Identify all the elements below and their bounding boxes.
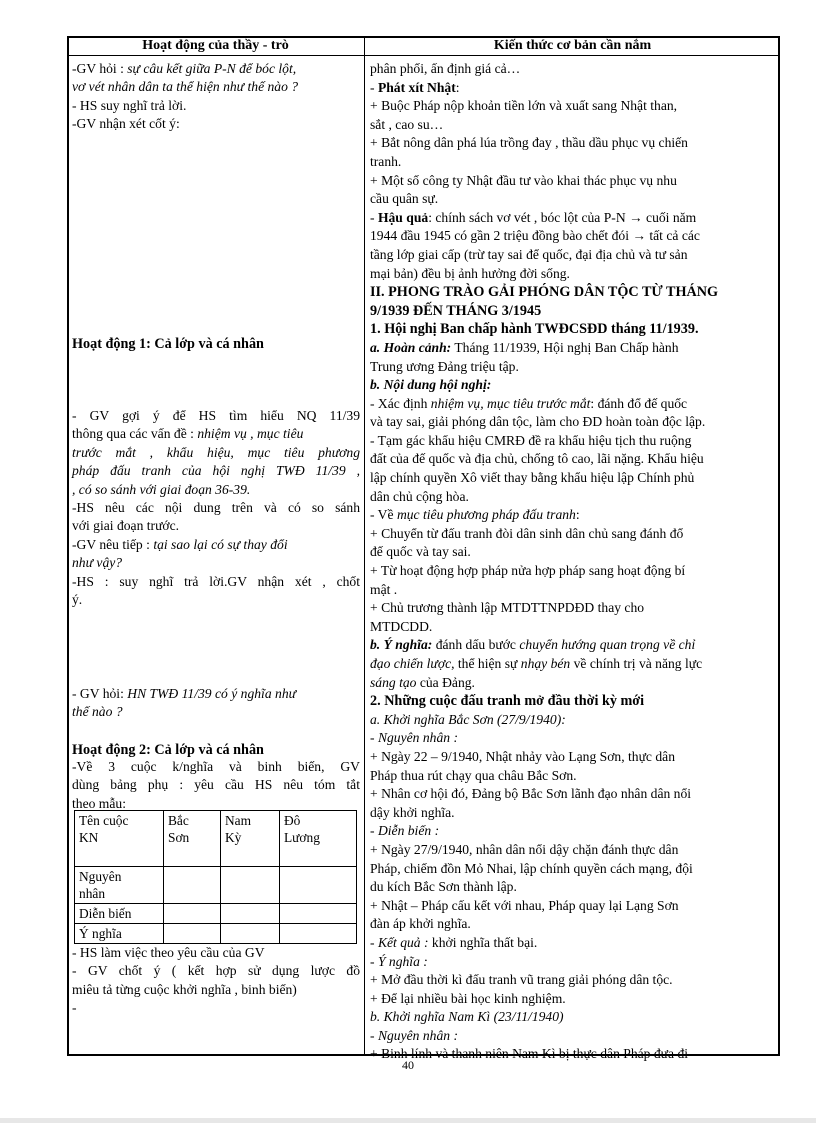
text: Bắc bbox=[168, 813, 189, 828]
text: - Xác định bbox=[370, 395, 431, 411]
section-2-title: II. PHONG TRÀO GẢI PHÓNG DÂN TỘC TỪ THÁNG bbox=[370, 284, 719, 301]
text: với giai đoạn trước. bbox=[72, 518, 180, 534]
page-bottom-edge bbox=[0, 1118, 816, 1123]
text: Diễn biến : bbox=[377, 823, 440, 839]
text: đế quốc và tay sai. bbox=[370, 544, 471, 560]
text: đạo chiến lược bbox=[370, 656, 452, 671]
text: b. Khởi nghĩa Nam Kì (23/11/1940) bbox=[370, 1009, 564, 1025]
header-teacher-student: Hoạt động của thầy - trò bbox=[142, 38, 289, 53]
text: Sơn bbox=[168, 830, 190, 845]
text: Nguyên nhân : bbox=[377, 1027, 458, 1043]
text: - bbox=[72, 1000, 77, 1016]
text: HN TWĐ 11/39 có ý nghĩa như bbox=[127, 686, 297, 701]
text: Hậu quả bbox=[377, 209, 429, 225]
text: - Tạm gác khẩu hiệu CMRĐ đề ra khẩu hiệu tịch thu ruộng bbox=[370, 432, 692, 448]
text: + Từ hoạt động hợp pháp nửa hợp pháp sang hoạt động bí bbox=[370, 563, 686, 579]
table-cell bbox=[164, 867, 221, 904]
page-number: 40 bbox=[402, 1058, 414, 1072]
text: -HS : suy nghĩ trả lời.GV nhận xét , chốt bbox=[72, 573, 360, 589]
text: 1944 đầu 1945 có gần 2 triệu đồng bào chết đói → tất cả các bbox=[370, 228, 700, 244]
text: nhiệm vụ, mục tiêu trước mắt bbox=[430, 395, 591, 411]
text: cầu quân sự. bbox=[370, 191, 439, 207]
text: sáng tạo bbox=[370, 674, 417, 690]
text: pháp đấu tranh của hội nghị TWĐ 11/39 , bbox=[72, 463, 360, 479]
table-cell bbox=[75, 867, 164, 904]
text: Đô bbox=[284, 813, 301, 828]
subsection-1-title: 1. Hội nghị Ban chấp hành TWĐCSĐD tháng 11/1939. bbox=[370, 321, 699, 338]
text: Trung ương Đảng triệu tập. bbox=[370, 358, 519, 374]
text: nhạy bén bbox=[520, 656, 571, 671]
table-cell bbox=[221, 811, 280, 867]
text: : chính sách vơ vét , bóc lột của P-N → cuối năm bbox=[428, 209, 697, 225]
activity-2-followup bbox=[72, 944, 360, 1018]
text: Nguyên bbox=[79, 869, 122, 884]
text: miêu tả từng cuộc khởi nghĩa , binh biến) bbox=[72, 981, 297, 997]
text: : bbox=[575, 507, 580, 523]
activity-2-intro bbox=[72, 758, 360, 813]
text: Nguyên nhân : bbox=[377, 730, 458, 746]
text: - bbox=[370, 953, 378, 969]
text: Tháng 11/1939, Hội nghị Ban Chấp hành bbox=[451, 339, 679, 355]
text: Kết quả : bbox=[377, 934, 429, 950]
text: + Nhân cơ hội đó, Đảng bộ Bắc Sơn lãnh đạo nhân dân nổi bbox=[370, 786, 692, 802]
table-cell bbox=[280, 924, 357, 944]
text: b. Nội dung hội nghị: bbox=[370, 377, 492, 393]
text: - bbox=[370, 79, 378, 95]
text: đất của đế quốc và địa chủ, chống tô cao, lãi nặng. Khẩu hiệu bbox=[370, 451, 704, 467]
text: - bbox=[370, 823, 378, 839]
text: về chính trị và năng lực bbox=[570, 656, 703, 671]
text: theo mẫu: bbox=[72, 795, 126, 811]
text: thông qua các vấn đề : bbox=[72, 426, 198, 442]
text: ý. bbox=[72, 592, 83, 608]
text: của Đảng. bbox=[416, 674, 475, 690]
uprising-comparison-table bbox=[74, 810, 357, 944]
text: MTDCDD. bbox=[370, 618, 433, 634]
text: + Ngày 27/9/1940, nhân dân nổi dậy chặn đánh thực dân bbox=[370, 841, 679, 857]
text: Tên cuộc bbox=[79, 813, 129, 828]
text: + Ngày 22 – 9/1940, Nhật nhảy vào Lạng Sơn, thực dân bbox=[370, 748, 675, 764]
text: -GV nêu tiếp : bbox=[72, 536, 154, 552]
activity-2-title: Hoạt động 2: Cả lớp và cá nhân bbox=[72, 742, 264, 758]
text: tranh. bbox=[370, 153, 402, 169]
table-cell bbox=[221, 867, 280, 904]
table-row bbox=[75, 811, 357, 867]
text: Pháp thua rút chạy qua châu Bắc Sơn. bbox=[370, 767, 577, 783]
text: - HS làm việc theo yêu cầu của GV bbox=[72, 945, 265, 960]
text: - GV hỏi: bbox=[72, 686, 128, 701]
text: + Mở đầu thời kì đấu tranh vũ trang giải phóng dân tộc. bbox=[370, 972, 673, 988]
column-divider bbox=[364, 36, 365, 1056]
text: mục tiêu phương pháp đấu tranh bbox=[396, 507, 576, 523]
text: sắt , cao su… bbox=[370, 116, 444, 132]
table-cell bbox=[164, 811, 221, 867]
text: khởi nghĩa thất bại. bbox=[428, 934, 538, 950]
text: a. Hoàn cảnh: bbox=[370, 339, 452, 355]
text: + Nhật – Pháp cấu kết với nhau, Pháp quay lại Lạng Sơn bbox=[370, 897, 679, 913]
table-row bbox=[75, 904, 357, 924]
text: + Để lại nhiều bài học kinh nghiệm. bbox=[370, 990, 566, 1006]
table-cell bbox=[164, 924, 221, 944]
text: mật . bbox=[370, 581, 398, 597]
text: : bbox=[455, 79, 460, 95]
text: dùng bảng phụ : yêu cầu HS nêu tóm tắt bbox=[72, 777, 360, 793]
text: mại bản) đều bị ảnh hưởng đời sống. bbox=[370, 265, 570, 281]
text: Ý nghĩa : bbox=[377, 953, 428, 969]
activity-1-question bbox=[72, 685, 360, 722]
text: - bbox=[370, 730, 378, 746]
table-cell bbox=[280, 867, 357, 904]
activity-1-body bbox=[72, 407, 360, 609]
text: tầng lớp giai cấp (trừ tay sai để quốc, đại địa chủ và tư sản bbox=[370, 246, 688, 262]
section-2-title: 9/1939 ĐẾN THÁNG 3/1945 bbox=[370, 302, 542, 319]
table-cell bbox=[221, 924, 280, 944]
text: , có so sánh với giai đoạn 36-39. bbox=[72, 481, 251, 497]
table-row bbox=[75, 924, 357, 944]
text: + Một số công ty Nhật đầu tư vào khai thác phục vụ nhu bbox=[370, 172, 677, 188]
text: chuyển hướng quan trọng về chỉ bbox=[519, 637, 696, 653]
text: tại sao lại có sự thay đổi bbox=[153, 536, 288, 552]
text: Kỳ bbox=[225, 830, 242, 845]
text: a. Khởi nghĩa Bắc Sơn (27/9/1940): bbox=[370, 711, 566, 727]
text: dậy khởi nghĩa. bbox=[370, 804, 455, 820]
text: nhiệm vụ , mục tiêu bbox=[197, 426, 304, 442]
table-cell bbox=[75, 924, 164, 944]
text: - bbox=[370, 209, 378, 225]
text: dân chủ cộng hòa. bbox=[370, 488, 469, 504]
text: -Về 3 cuộc k/nghĩa và binh biến, GV bbox=[72, 759, 360, 774]
header-rule bbox=[67, 55, 780, 56]
text: Diễn biến bbox=[79, 906, 132, 921]
activity-1-title: Hoạt động 1: Cả lớp và cá nhân bbox=[72, 336, 264, 352]
text: KN bbox=[79, 830, 99, 845]
text: phân phối, ấn định giá cả… bbox=[370, 61, 521, 76]
text: sự câu kết giữa P-N để bóc lột, bbox=[127, 61, 297, 76]
text: đàn áp khởi nghĩa. bbox=[370, 916, 471, 932]
text: -GV nhận xét cốt ý: bbox=[72, 116, 180, 132]
text: + Buộc Pháp nộp khoản tiền lớn và xuất sang Nhật than, bbox=[370, 98, 678, 114]
text: + Chủ trương thành lập MTDTTNPDĐD thay cho bbox=[370, 600, 645, 616]
right-knowledge-column bbox=[370, 60, 776, 1064]
text: du kích Bắc Sơn thành lập. bbox=[370, 879, 517, 895]
text: + Chuyển từ đấu tranh đòi dân sinh dân chủ sang đánh đổ bbox=[370, 525, 684, 541]
text: như vậy? bbox=[72, 555, 123, 571]
text: , thể hiện sự bbox=[451, 656, 521, 671]
table-row bbox=[75, 867, 357, 904]
text: b. Ý nghĩa: bbox=[370, 637, 433, 653]
text: + Bắt nông dân phá lúa trồng đay , thầu dầu phục vụ chiến bbox=[370, 135, 688, 151]
text: -HS nêu các nội dung trên và có so sánh bbox=[72, 500, 360, 516]
text: - GV gợi ý để HS tìm hiểu NQ 11/39 bbox=[72, 408, 360, 423]
text: Pháp, chiếm đồn Mỏ Nhai, lập chính quyền cách mạng, đội bbox=[370, 860, 693, 876]
text: Ý nghĩa bbox=[79, 926, 122, 941]
text: - Về bbox=[370, 507, 397, 523]
header-knowledge: Kiến thức cơ bản cần nắm bbox=[493, 38, 652, 53]
text: thế nào ? bbox=[72, 704, 123, 720]
left-intro bbox=[72, 60, 360, 134]
text: trước mắt , khẩu hiệu, mục tiêu phương bbox=[72, 444, 360, 460]
table-cell bbox=[221, 904, 280, 924]
text: Lương bbox=[284, 830, 320, 845]
text: - HS suy nghĩ trả lời. bbox=[72, 97, 187, 113]
subsection-2-title: 2. Những cuộc đấu tranh mở đầu thời kỳ mới bbox=[370, 693, 645, 710]
text: vơ vét nhân dân ta thể hiện như thế nào ? bbox=[72, 79, 299, 95]
table-cell bbox=[164, 904, 221, 924]
text: + Binh lính và thanh niên Nam Kì bị thực dân Pháp đưa đi bbox=[370, 1046, 689, 1062]
text: -GV hỏi : bbox=[72, 61, 128, 76]
text: Phát xít Nhật bbox=[377, 79, 456, 95]
text: - bbox=[370, 1027, 378, 1043]
table-cell bbox=[75, 904, 164, 924]
text: nhân bbox=[79, 886, 106, 901]
text: đánh dấu bước bbox=[432, 637, 520, 653]
table-cell bbox=[280, 811, 357, 867]
text: và tay sai, giải phóng dân tộc, làm cho ĐD hoàn toàn độc lập. bbox=[370, 414, 706, 430]
text: - bbox=[370, 934, 378, 950]
text: - GV chốt ý ( kết hợp sử dụng lược đồ bbox=[72, 963, 360, 979]
table-cell bbox=[280, 904, 357, 924]
text: lập chính quyền Xô viết thay bằng khẩu hiệu lập Chính phủ bbox=[370, 470, 695, 486]
text: : đánh đổ đế quốc bbox=[590, 395, 688, 411]
text: Nam bbox=[225, 813, 252, 828]
table-cell bbox=[75, 811, 164, 867]
